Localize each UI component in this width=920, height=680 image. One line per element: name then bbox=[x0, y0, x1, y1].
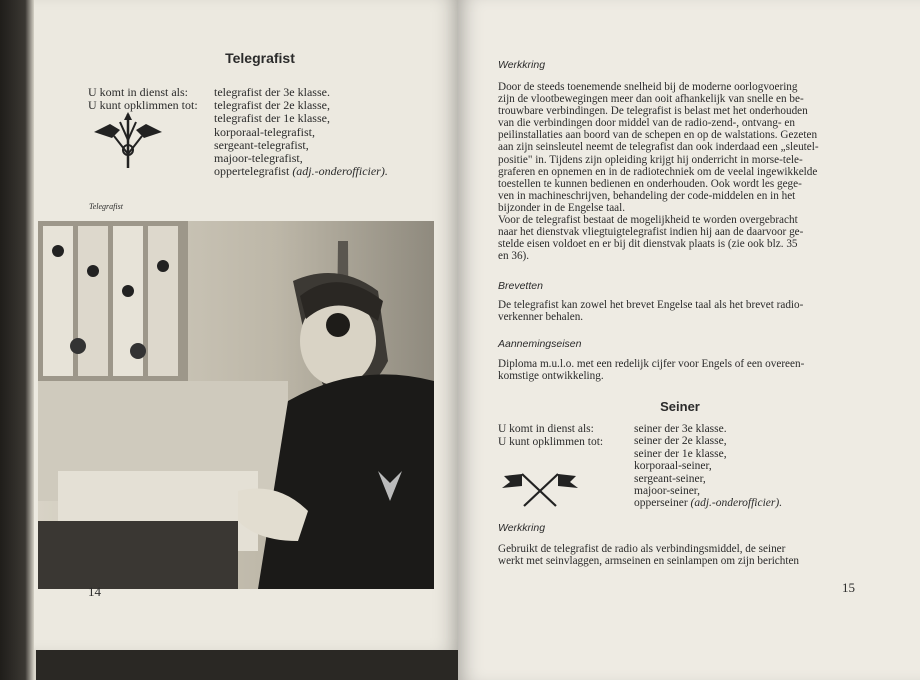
rank-item: seiner der 1e klasse, bbox=[634, 447, 727, 460]
page-number-left: 14 bbox=[88, 584, 101, 599]
book-edge bbox=[0, 0, 36, 680]
aanneming-paragraph: Diploma m.u.l.o. met een redelijk cijfer voor Engels of een overeen- komstige ontwikkeling. bbox=[498, 358, 805, 383]
werkkring-seiner-paragraph: Gebruikt de telegrafist de radio als verbindingsmiddel, de seiner werkt met seinvlaggen, armseinen en seinlampen om zijn berichten bbox=[498, 543, 800, 568]
rank-item: sergeant-telegrafist, bbox=[214, 137, 309, 152]
page-title-seiner: Seiner bbox=[660, 399, 700, 414]
rank-item: korporaal-seiner, bbox=[634, 460, 712, 473]
telegrafist-emblem-icon bbox=[92, 110, 164, 172]
section-heading-brevetten: Brevetten bbox=[498, 280, 543, 292]
rank-suffix: (adj.-onderofficier). bbox=[292, 164, 388, 179]
section-heading-werkkring-seiner: Werkkring bbox=[498, 522, 546, 534]
rank-item: sergeant-seiner, bbox=[634, 472, 706, 485]
rank-suffix: (adj.-onderofficier). bbox=[690, 497, 783, 510]
rank-item: korporaal-telegrafist, bbox=[214, 124, 315, 139]
werkkring-paragraph: Door de steeds toenemende snelheid bij de moderne oorlogvoering zijn de vlootbewegingen meer dan ooit afhankelijk van snelle en be- trouwbare verbindingen. De telegrafist is belast met het onderhouden van die verbindingen door middel van de radio-zend-, ontvang- en peilinstallaties aan boord van de schepen en op de walstations. Gezeten aan zijn seinsleutel neemt de telegrafist dan ook inderdaad een „sleutel- positie" in. Tijdens zijn opleiding krijgt hij onderricht in morse-tele- graferen en opnemen en in de radiotechniek om de veelal ingewikkelde toestellen te kunnen bedienen en onderhouden. Ook wordt les gege- ven in machineschrijven, behandeling der code-middelen en in het bijzonder in de Engelse taal. Voor de telegrafist bestaat de mogelijkheid te worden overgebracht naar het dienstvak vliegtuigtelegrafist indien hij aan de daarvoor ge- stelde eisen voldoet en er bij dit dienstvak plaats is (zie ook blz. 35 en 36). bbox=[498, 81, 819, 263]
rank-item-last: opperseiner (adj.-onderofficier). bbox=[634, 497, 783, 510]
page-title-telegrafist: Telegrafist bbox=[225, 50, 295, 66]
page-number-right: 15 bbox=[842, 580, 855, 595]
rank-item: telegrafist der 3e klasse. bbox=[214, 85, 330, 99]
rank-item: seiner der 2e klasse, bbox=[634, 435, 727, 448]
rank-item: telegrafist der 2e klasse, bbox=[214, 98, 330, 113]
label-promote-seiner: U kunt opklimmen tot: bbox=[498, 436, 604, 448]
rank-list-seiner bbox=[634, 423, 782, 510]
section-heading-aannemingseisen: Aannemingseisen bbox=[498, 338, 582, 350]
brevetten-paragraph: De telegrafist kan zowel het brevet Engelse taal als het brevet radio- verkenner behalen. bbox=[498, 299, 804, 324]
seiner-flags-icon bbox=[500, 468, 580, 508]
label-enter-seiner: U komt in dienst als: bbox=[498, 423, 594, 435]
rank-item: majoor-telegrafist, bbox=[214, 151, 303, 166]
photo-caption: Telegrafist bbox=[89, 202, 123, 211]
rank-item: majoor-seiner, bbox=[634, 485, 701, 498]
label-enter: U komt in dienst als: bbox=[88, 85, 188, 99]
rank-item-last: oppertelegrafist (adj.-onderofficier). bbox=[214, 164, 388, 179]
rank-item: telegrafist der 1e klasse, bbox=[214, 111, 330, 126]
rank-item: seiner der 3e klasse. bbox=[634, 423, 727, 435]
label-promote: U kunt opklimmen tot: bbox=[88, 98, 198, 112]
rank-list-telegrafist bbox=[214, 86, 388, 178]
telegrafist-photo bbox=[38, 221, 434, 589]
section-heading-werkkring: Werkkring bbox=[498, 59, 546, 71]
